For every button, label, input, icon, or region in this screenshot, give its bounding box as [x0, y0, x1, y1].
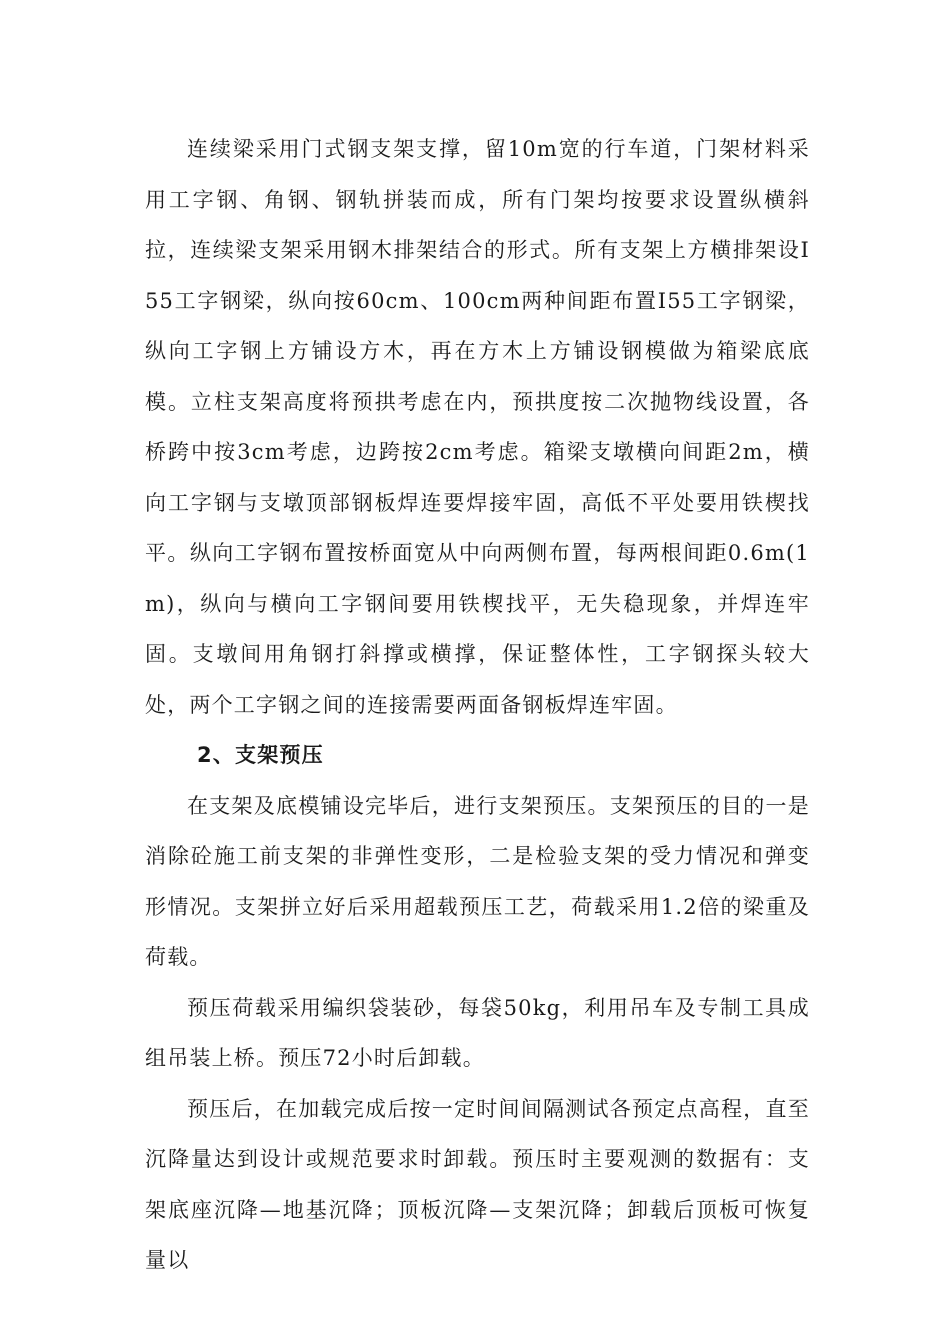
paragraph-preload-measurement: 预压后，在加载完成后按一定时间间隔测试各预定点高程，直至沉降量达到设计或规范要求时卸载。预压时主要观测的数据有：支架底座沉降—地基沉降；顶板沉降—支架沉降；卸载后顶板可恢复量以 [145, 1096, 810, 1272]
paragraph-preload-purpose: 在支架及底模铺设完毕后，进行支架预压。支架预压的目的一是消除砼施工前支架的非弹性变形，二是检验支架的受力情况和弹变形情况。支架拼立好后采用超载预压工艺，荷载采用1.2倍的梁重及荷载。 [145, 793, 810, 969]
paragraph-support-structure: 连续梁采用门式钢支架支撑，留10m宽的行车道，门架材料采用工字钢、角钢、钢轨拼装而成，所有门架均按要求设置纵横斜拉，连续梁支架采用钢木排架结合的形式。所有支架上方横排架设I55工字钢梁，纵向按60cm、100cm两种间距布置I55工字钢梁，纵向工字钢上方铺设方木，再在方木上方铺设钢模做为箱梁底底模。立柱支架高度将预拱考虑在内，预拱度按二次抛物线设置，各桥跨中按3cm考虑，边跨按2cm考虑。箱梁支墩横向间距2m，横向工字钢与支墩顶部钢板焊连要焊接牢固，高低不平处要用铁楔找平。纵向工字钢布置按桥面宽从中向两侧布置，每两根间距0.6m(1m)，纵向与横向工字钢间要用铁楔找平，无失稳现象，并焊连牢固。支墩间用角钢打斜撑或横撑，保证整体性，工字钢探头较大处，两个工字钢之间的连接需要两面备钢板焊连牢固。 [145, 137, 810, 717]
section-heading-preload: 2、支架预压 [197, 743, 324, 767]
paragraph-preload-load: 预压荷载采用编织袋装砂，每袋50kg，利用吊车及专制工具成组吊装上桥。预压72小时后卸载。 [145, 995, 810, 1070]
